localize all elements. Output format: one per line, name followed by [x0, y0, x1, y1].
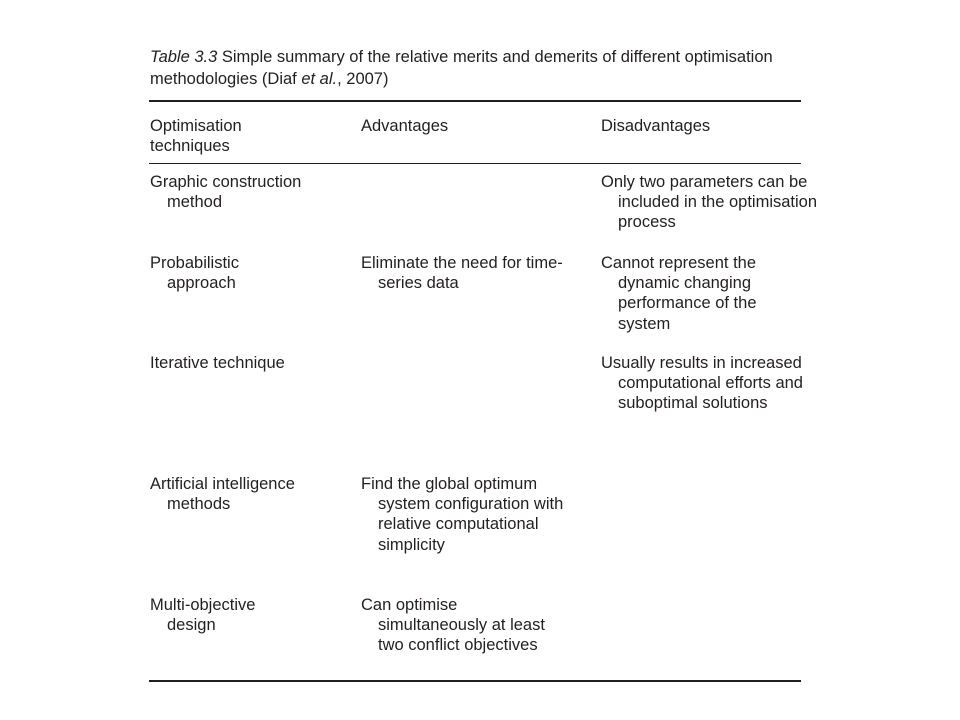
table-row-multiobjective-technique: Multi-objective design [150, 596, 256, 635]
caption-text-end: , 2007) [337, 70, 389, 88]
header-techniques: Optimisation techniques [150, 117, 242, 155]
table-row-graphic-disadvantages: Only two parameters can be included in the optimisation process [601, 173, 818, 232]
table-number: Table 3.3 [150, 48, 218, 66]
table-row-probabilistic-disadvantages: Cannot represent the dynamic changing performance of the system [601, 254, 757, 333]
table-row-iterative-technique: Iterative technique [150, 354, 285, 372]
header-advantages: Advantages [361, 117, 449, 135]
table-row-probabilistic-advantages: Eliminate the need for time-series data [361, 254, 563, 293]
table-row-iterative-disadvantages: Usually results in increased computational efforts and suboptimal solutions [601, 354, 803, 413]
table-header-rule [149, 163, 801, 164]
table-row-graphic-technique: Graphic construction method [150, 173, 302, 212]
table-row-probabilistic-technique: Probabilistic approach [150, 254, 239, 293]
table-top-rule [149, 100, 801, 102]
table-bottom-rule [149, 680, 801, 682]
table-caption [150, 46, 800, 90]
table-row-ai-technique: Artificial intelligence methods [150, 475, 295, 514]
caption-text: Simple summary of the relative merits and demerits of different optimisation methodologies (Diaf [150, 48, 773, 88]
table-row-ai-advantages: Find the global optimum system configuration with relative computational simplicity [361, 475, 564, 554]
caption-italic: et al. [301, 70, 338, 88]
header-disadvantages: Disadvantages [601, 117, 711, 135]
table-row-multiobjective-advantages: Can optimise simultaneously at least two conflict objectives [361, 596, 545, 655]
